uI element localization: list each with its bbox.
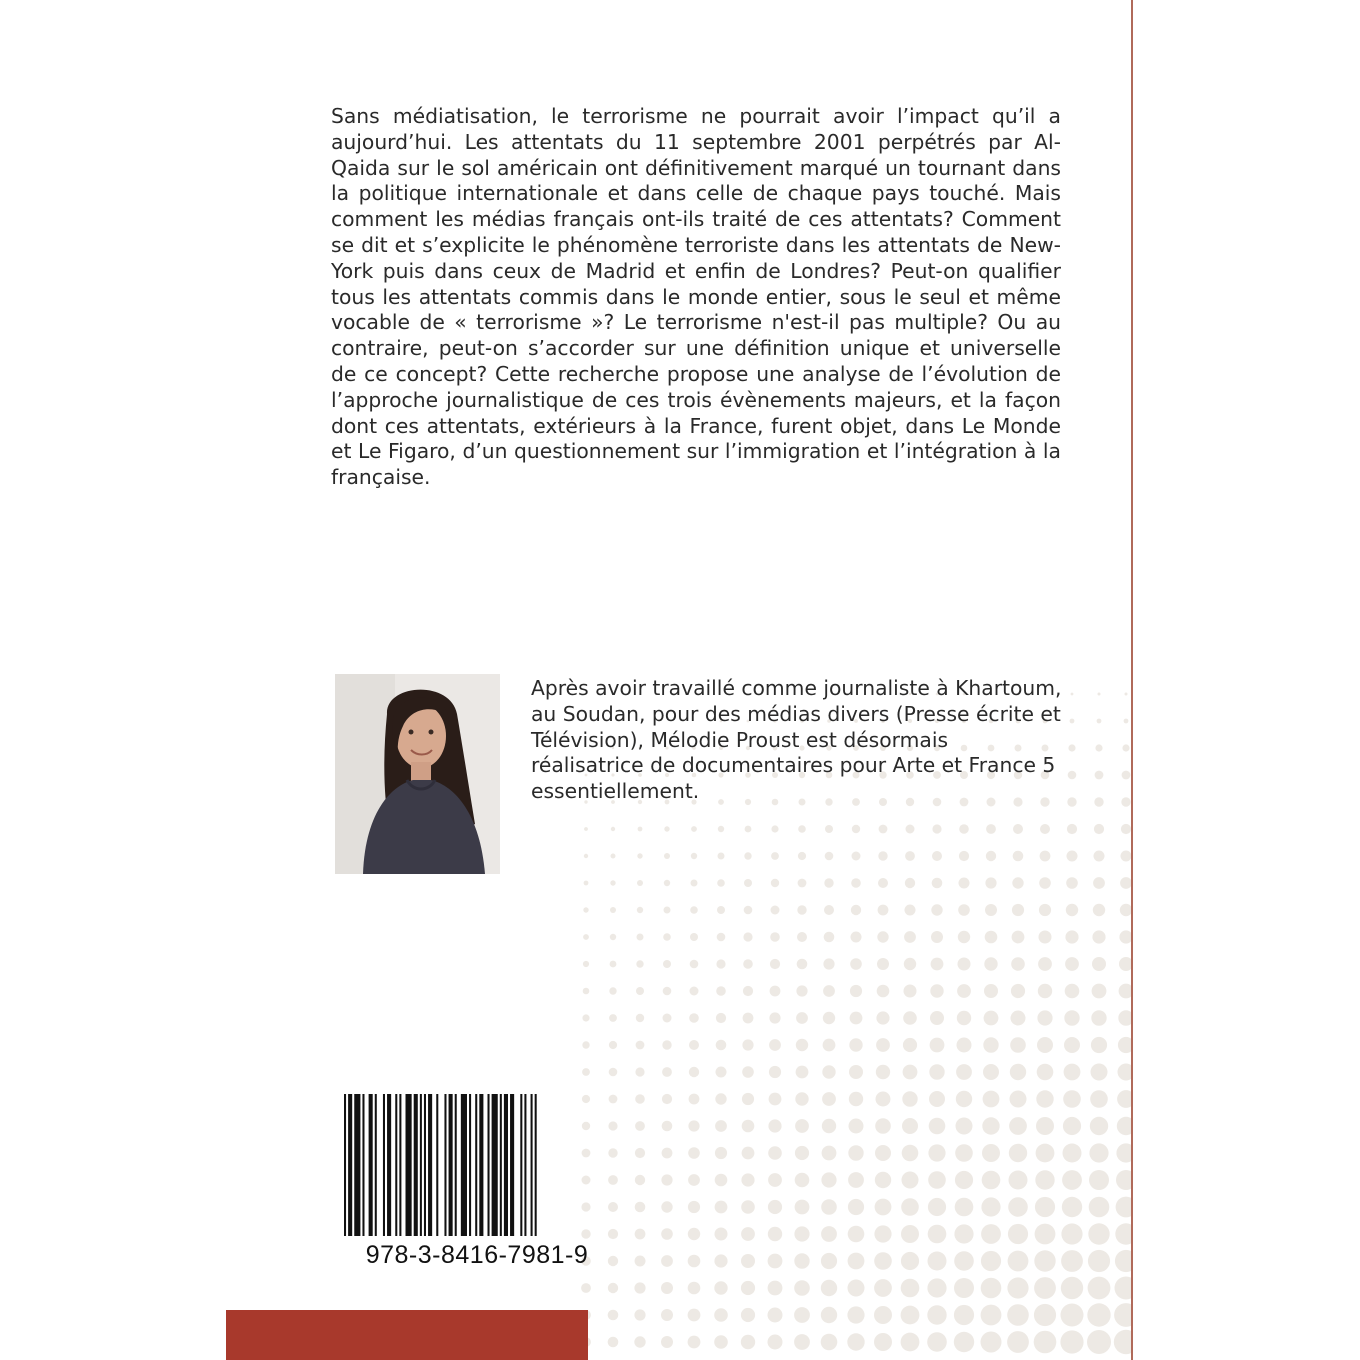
isbn-number: 978-3-8416-7981-9 — [365, 1241, 589, 1269]
author-photo — [335, 674, 500, 874]
author-bio-line: réalisatrice de documentaires pour Arte et France 5 — [531, 753, 1056, 778]
accent-red-band — [226, 1310, 588, 1360]
spine-edge — [1131, 0, 1133, 1360]
cover-blurb: Sans médiatisation, le terrorisme ne pourrait avoir l’impact qu’il a aujourd’hui. Les attentats du 11 septembre 2001 perpétrés par Al-Qaida sur le sol américain ont définitivement marqué un tournant dans la politique internationale et dans celle de chaque pays touché. Mais comment les médias français ont-ils traité de ces attentats? Comment se dit et s’explicite le phénomène terroriste dans les attentats de New-York puis dans ceux de Madrid et enfin de Londres? Peut-on qualifier tous les attentats commis dans le monde entier, sous le seul et même vocable de « terrorisme »? Le terrorisme n'est-il pas multiple? Ou au contraire, peut-on s’accorder sur une définition unique et universelle de ce concept? Cette recherche propose une analyse de l’évolution de l’approche journalistique de ces trois évènements majeurs, et la façon dont ces attentats, extérieurs à la France, furent objet, dans Le Monde et Le Figaro, d’un questionnement sur l’immigration et l’intégration à la française. — [331, 104, 1061, 490]
author-bio-line: au Soudan, pour des médias divers (Presse écrite et — [531, 701, 1061, 726]
author-bio-line: Télévision), Mélodie Proust est désormais — [531, 727, 949, 752]
author-bio-line: essentiellement. — [531, 779, 700, 804]
author-bio — [531, 676, 1071, 805]
back-cover — [226, 0, 1132, 1360]
author-bio-line: Après avoir travaillé comme journaliste à Khartoum, — [531, 676, 1062, 700]
isbn-barcode — [344, 1094, 610, 1236]
